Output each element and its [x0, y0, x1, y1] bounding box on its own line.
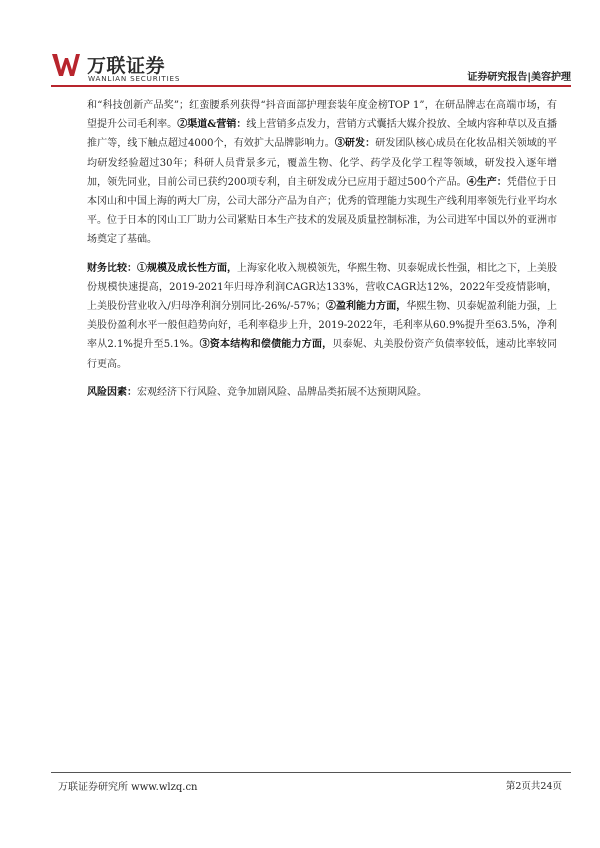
heading-risk: 风险因素：: [87, 386, 137, 398]
text-capital: 贝泰妮、丸美股份资产负债率较低，速动比率较同行更高。: [87, 339, 557, 370]
page-header: [51, 50, 571, 84]
text-product: 和“科技创新产品奖”；红蛮腰系列获得“抖音面部护理套装年度金榜TOP 1”，在研品牌志在高端市场，有望提升公司毛利率。: [87, 100, 557, 131]
heading-financial: 财务比较：: [87, 262, 137, 274]
heading-channel: ②渠道&营销：: [177, 119, 247, 131]
paragraph-business: [87, 96, 557, 250]
paragraph-financial: [87, 259, 557, 374]
wanlian-logo-icon: [51, 52, 81, 78]
text-risk: 宏观经济下行风险、竞争加剧风险、品牌品类拓展不达预期风险。: [137, 386, 427, 398]
header-divider: [51, 85, 571, 87]
report-body: [87, 96, 557, 411]
footer-source: 万联证券研究所 www.wlzq.cn: [58, 782, 198, 793]
report-type: 证券研究报告|美容护理: [467, 72, 571, 83]
text-rnd: 研发团队核心成员在化妆品相关领域的平均研发经验超过30年；科研人员背景多元，覆盖生物、化学、药学及化学工程等领域，研发投入逐年增加，领先同业，目前公司已获约200项专利，自主研发成分已应用于超过500个产品。: [87, 138, 558, 188]
paragraph-risk: [87, 383, 557, 402]
text-channel: 线上营销多点发力，营销方式囊括大媒介投放、全域内容种草以及直播推广等，线下触点超过4000个，有效扩大品牌影响力。: [87, 119, 558, 150]
logo-name-en: WANLIAN SECURITIES: [88, 74, 181, 83]
heading-rnd: ③研发：: [334, 138, 376, 150]
heading-scale: ①规模及成长性方面，: [137, 262, 237, 274]
heading-production: ④生产：: [466, 176, 507, 188]
page-number: 第2页共24页: [505, 781, 562, 792]
footer-divider: [51, 772, 571, 773]
text-production: 凭借位于日本冈山和中国上海的两大厂房，公司大部分产品为自产；优秀的管理能力实现生产线利用率领先行业平均水平。位于日本的冈山工厂助力公司紧贴日本生产技术的发展及质量控制标准，为公司进军中国以外的亚洲市场奠定了基础。: [87, 176, 557, 246]
text-profit: 华熙生物、贝泰妮盈利能力强，上美股份盈利水平一般但趋势向好，毛利率稳步上升，2019-2022年，毛利率从60.9%提升至63.5%，净利率从2.1%提升至5.1%。: [87, 301, 558, 351]
text-scale: 上海家化收入规模领先，华熙生物、贝泰妮成长性强，相比之下，上美股份规模快速提高，2019-2021年归母净利润CAGR达133%，营收CAGR达12%，2022年受疫情影响，上美股份营业收入/归母净利润分别同比-26%/-57%；: [87, 262, 557, 313]
heading-capital: ③资本结构和偿债能力方面，: [199, 339, 333, 351]
heading-profit: ②盈利能力方面，: [325, 301, 407, 313]
logo-name-cn: 万联证券: [87, 55, 166, 77]
